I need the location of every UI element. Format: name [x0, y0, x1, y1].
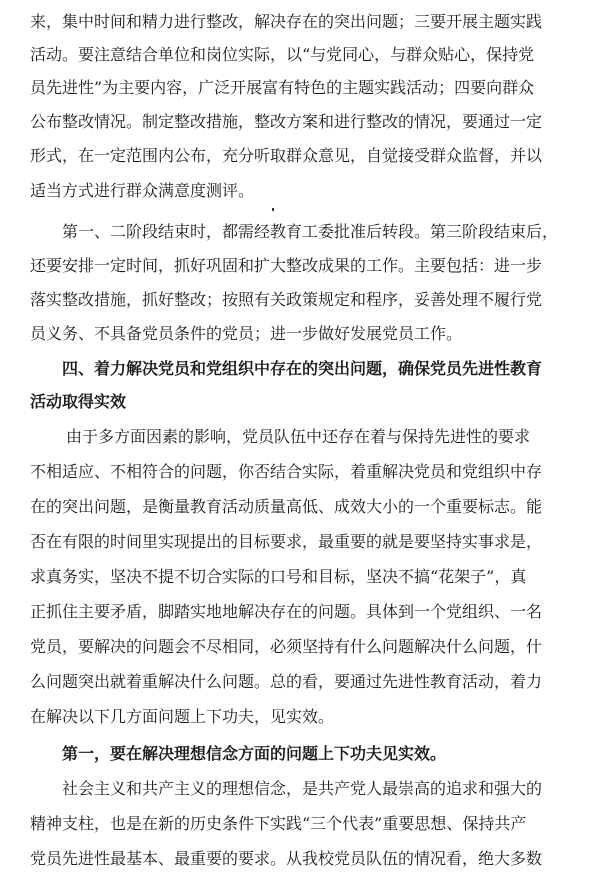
- subsection-heading: 第一，要在解决理想信念方面的问题上下功夫见实效。: [62, 744, 447, 763]
- paragraph-first-line: 第一、二阶段结束时，都需经教育工委批准后转段。第三阶段结束后，: [62, 222, 559, 241]
- body-text-line: 活动。要注意结合单位和岗位实际，以“与党同心，与群众贴心，保持党: [30, 45, 535, 64]
- section-heading: 四、着力解决党员和党组织中存在的突出问题，确保党员先进性教育: [62, 359, 543, 378]
- body-text-line: 么问题突出就着重解决什么问题。总的看，要通过先进性教育活动，着力: [30, 672, 543, 691]
- body-text-line: 党员，要解决的问题会不尽相同，必须坚持有什么问题解决什么问题，什: [30, 637, 543, 656]
- body-text-line: 来，集中时间和精力进行整改，解决存在的突出问题；三要开展主题实践: [30, 12, 543, 31]
- body-text-line: 否在有限的时间里实现提出的目标要求，最重要的就是要坚持实事求是，: [30, 532, 543, 551]
- scan-speck: [272, 208, 274, 211]
- body-text-line: 员先进性”为主要内容，广泛开展富有特色的主题实践活动；四要向群众: [30, 78, 535, 97]
- paragraph-first-line: 社会主义和共产主义的理想信念，是共产党人最崇高的追求和强大的: [62, 779, 543, 798]
- section-heading-continued: 活动取得实效: [30, 392, 127, 411]
- body-text-line: 求真务实，坚决不提不切合实际的口号和目标，坚决不搞“花架子”，真: [30, 567, 527, 586]
- body-text-line: 落实整改措施，抓好整改；按照有关政策规定和程序，妥善处理不履行党: [30, 290, 543, 309]
- paragraph-first-line: 由于多方面因素的影响，党员队伍中还存在着与保持先进性的要求: [66, 427, 531, 446]
- body-text-line: 公布整改情况。制定整改措施，整改方案和进行整改的情况，要通过一定: [30, 112, 543, 131]
- body-text-line: 适当方式进行群众满意度测评。: [30, 181, 255, 200]
- body-text-line: 形式，在一定范围内公布，充分听取群众意见，自觉接受群众监督，并以: [30, 146, 543, 165]
- body-text-line: 党员先进性最基本、最重要的要求。从我校党员队伍的情况看，绝大多数: [30, 849, 543, 868]
- body-text-line: 在的突出问题，是衡量教育活动质量高低、成效大小的一个重要标志。能: [30, 497, 543, 516]
- body-text-line: 精神支柱，也是在新的历史条件下实践“三个代表”重要思想、保持共产: [30, 814, 527, 833]
- body-text-line: 不相适应、不相符合的问题，你否结合实际，着重解决党员和党组织中存: [30, 462, 543, 481]
- body-text-line: 正抓住主要矛盾，脚踏实地地解决存在的问题。具体到一个党组织、一名: [30, 602, 543, 621]
- body-text-line: 还要安排一定时间，抓好巩固和扩大整改成果的工作。主要包括：进一步: [30, 256, 543, 275]
- body-text-line: 员义务、不具备党员条件的党员；进一步做好发展党员工作。: [30, 324, 463, 343]
- body-text-line: 在解决以下几方面问题上下功夫，见实效。: [30, 707, 335, 726]
